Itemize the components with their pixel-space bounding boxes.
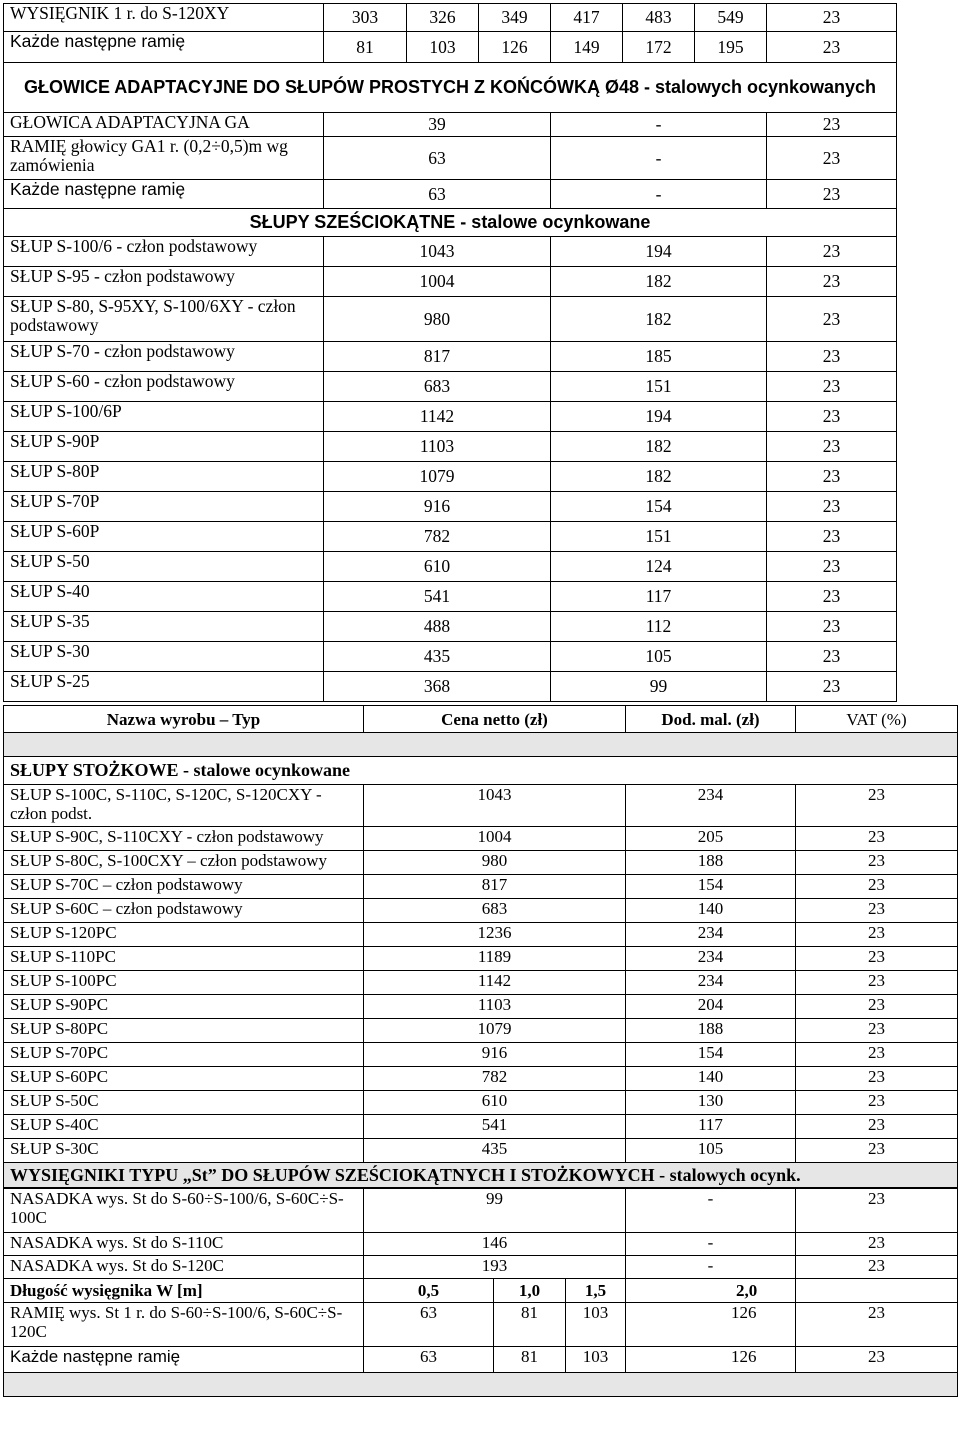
vat-value: 23 xyxy=(767,113,897,137)
price-extra: 234 xyxy=(626,971,796,995)
price-extra: 182 xyxy=(551,462,767,492)
price-net: 1004 xyxy=(324,267,551,297)
table-row xyxy=(4,402,897,432)
price-extra: 154 xyxy=(626,1043,796,1067)
table-row xyxy=(4,971,958,995)
price-extra: 124 xyxy=(551,552,767,582)
price-value: 417 xyxy=(551,4,623,32)
vat-value: 23 xyxy=(796,1139,958,1163)
price-value: 103 xyxy=(566,1347,626,1373)
vat-value: 23 xyxy=(796,1091,958,1115)
spacer-row xyxy=(4,733,958,757)
price-extra: - xyxy=(551,180,767,209)
vat-value: 23 xyxy=(796,995,958,1019)
vat-value: 23 xyxy=(767,612,897,642)
table-row xyxy=(4,672,897,702)
table-row xyxy=(4,785,958,827)
price-value: 81 xyxy=(494,1303,566,1347)
product-name: SŁUP S-30C xyxy=(4,1139,364,1163)
header-price: Cena netto (zł) xyxy=(364,706,626,733)
vat-value: 23 xyxy=(767,432,897,462)
table-row xyxy=(4,522,897,552)
price-extra: 234 xyxy=(626,785,796,827)
table-row xyxy=(4,947,958,971)
product-name: SŁUP S-25 xyxy=(4,672,324,702)
price-extra: 182 xyxy=(551,297,767,342)
vat-value: 23 xyxy=(767,237,897,267)
price-extra: 204 xyxy=(626,995,796,1019)
vat-value: 23 xyxy=(767,402,897,432)
product-name: SŁUP S-80C, S-100CXY – człon podstawowy xyxy=(4,851,364,875)
price-table-hexagonal xyxy=(3,3,897,702)
vat-value: 23 xyxy=(796,947,958,971)
price-net: 1103 xyxy=(364,995,626,1019)
price-net: 916 xyxy=(364,1043,626,1067)
table-row xyxy=(4,297,897,342)
vat-value: 23 xyxy=(796,1233,958,1256)
product-name: SŁUP S-100/6P xyxy=(4,402,324,432)
section-title-row xyxy=(4,757,958,785)
table-row xyxy=(4,582,897,612)
table-row xyxy=(4,1347,958,1373)
price-value: 126 xyxy=(479,32,551,63)
price-net: 1079 xyxy=(324,462,551,492)
price-value: 103 xyxy=(566,1303,626,1347)
price-net: 610 xyxy=(324,552,551,582)
table-row xyxy=(4,209,897,237)
price-extra: 194 xyxy=(551,402,767,432)
table-row xyxy=(4,1256,958,1279)
column-header-row xyxy=(4,706,958,733)
price-value: 549 xyxy=(695,4,767,32)
product-name: SŁUP S-90P xyxy=(4,432,324,462)
vat-value: 23 xyxy=(796,1067,958,1091)
price-net: 1103 xyxy=(324,432,551,462)
vat-value: 23 xyxy=(796,827,958,851)
product-name: SŁUP S-80PC xyxy=(4,1019,364,1043)
product-name: SŁUP S-60P xyxy=(4,522,324,552)
product-name: NASADKA wys. St do S-120C xyxy=(4,1256,364,1279)
vat-value: 23 xyxy=(796,1347,958,1373)
table-row xyxy=(4,612,897,642)
table-row xyxy=(4,372,897,402)
vat-value: 23 xyxy=(767,672,897,702)
vat-value: 23 xyxy=(796,1019,958,1043)
price-value: 149 xyxy=(551,32,623,63)
price-net: 1004 xyxy=(364,827,626,851)
price-extra: 234 xyxy=(626,923,796,947)
price-net: 980 xyxy=(364,851,626,875)
price-net: 1043 xyxy=(364,785,626,827)
price-net: 1236 xyxy=(364,923,626,947)
vat-value: 23 xyxy=(767,462,897,492)
price-value: 81 xyxy=(324,32,407,63)
product-name: SŁUP S-70C – człon podstawowy xyxy=(4,875,364,899)
price-net: 368 xyxy=(324,672,551,702)
product-name: SŁUP S-110PC xyxy=(4,947,364,971)
table-row xyxy=(4,237,897,267)
product-name: SŁUP S-70PC xyxy=(4,1043,364,1067)
section-title: GŁOWICE ADAPTACYJNE DO SŁUPÓW PROSTYCH Z KOŃCÓWKĄ Ø48 - stalowych ocynkowanych xyxy=(4,63,897,113)
price-extra: 182 xyxy=(551,267,767,297)
length-value: 1,0 xyxy=(494,1279,566,1303)
price-net: 488 xyxy=(324,612,551,642)
table-row xyxy=(4,4,897,32)
product-name: SŁUP S-50C xyxy=(4,1091,364,1115)
table-row xyxy=(4,1043,958,1067)
price-extra: 154 xyxy=(551,492,767,522)
table-row xyxy=(4,1189,958,1233)
vat-value: 23 xyxy=(767,297,897,342)
vat-value: 23 xyxy=(796,1043,958,1067)
length-value: 1,5 xyxy=(566,1279,626,1303)
product-name: SŁUP S-40 xyxy=(4,582,324,612)
vat-value: 23 xyxy=(796,1256,958,1279)
vat-value: 23 xyxy=(767,522,897,552)
price-extra: - xyxy=(551,137,767,180)
price-extra: - xyxy=(551,113,767,137)
table-row xyxy=(4,1019,958,1043)
product-name: Każde następne ramię xyxy=(4,1347,364,1373)
product-name: SŁUP S-80, S-95XY, S-100/6XY - człon podstawowy xyxy=(4,297,324,342)
table-row xyxy=(4,462,897,492)
price-net: 1142 xyxy=(324,402,551,432)
price-extra: 185 xyxy=(551,342,767,372)
header-vat: VAT (%) xyxy=(796,706,958,733)
table-row xyxy=(4,113,897,137)
vat-value: 23 xyxy=(796,851,958,875)
section-title-conical: SŁUPY STOŻKOWE - stalowe ocynkowane xyxy=(4,757,958,785)
price-extra: 130 xyxy=(626,1091,796,1115)
table-row xyxy=(4,552,897,582)
vat-value: 23 xyxy=(796,899,958,923)
price-extra: 154 xyxy=(626,875,796,899)
spacer-row xyxy=(4,1373,958,1397)
table-row xyxy=(4,342,897,372)
table-row xyxy=(4,432,897,462)
product-name: SŁUP S-95 - człon podstawowy xyxy=(4,267,324,297)
price-extra: 188 xyxy=(626,1019,796,1043)
vat-value: 23 xyxy=(796,1303,958,1347)
price-value: 326 xyxy=(407,4,479,32)
price-extra: 140 xyxy=(626,1067,796,1091)
price-value: 349 xyxy=(479,4,551,32)
price-net: 683 xyxy=(324,372,551,402)
price-net: 980 xyxy=(324,297,551,342)
table-row xyxy=(4,63,897,113)
table-row xyxy=(4,492,897,522)
table-row xyxy=(4,267,897,297)
vat-value: 23 xyxy=(796,923,958,947)
price-net: 541 xyxy=(324,582,551,612)
product-name: Każde następne ramię xyxy=(4,32,324,63)
price-extra: 151 xyxy=(551,372,767,402)
price-extra: 182 xyxy=(551,432,767,462)
product-name: RAMIĘ głowicy GA1 r. (0,2÷0,5)m wg zamówienia xyxy=(4,137,324,180)
product-name: SŁUP S-100/6 - człon podstawowy xyxy=(4,237,324,267)
product-name: SŁUP S-50 xyxy=(4,552,324,582)
price-net: 146 xyxy=(364,1233,626,1256)
price-net: 435 xyxy=(364,1139,626,1163)
price-value: 303 xyxy=(324,4,407,32)
price-extra: 234 xyxy=(626,947,796,971)
price-extra: - xyxy=(626,1233,796,1256)
product-name: RAMIĘ wys. St 1 r. do S-60÷S-100/6, S-60C÷S-120C xyxy=(4,1303,364,1347)
vat-value: 23 xyxy=(767,372,897,402)
price-extra: 105 xyxy=(551,642,767,672)
product-name: SŁUP S-100PC xyxy=(4,971,364,995)
price-net: 1189 xyxy=(364,947,626,971)
table-row xyxy=(4,1233,958,1256)
vat-value: 23 xyxy=(767,267,897,297)
price-table-conical xyxy=(3,705,958,1188)
vat-value: 23 xyxy=(796,971,958,995)
product-name: SŁUP S-90PC xyxy=(4,995,364,1019)
vat-value: 23 xyxy=(767,582,897,612)
price-net: 99 xyxy=(364,1189,626,1233)
product-name: SŁUP S-35 xyxy=(4,612,324,642)
price-value: 103 xyxy=(407,32,479,63)
price-table-arms xyxy=(3,1162,958,1397)
header-dod: Dod. mal. (zł) xyxy=(626,706,796,733)
price-net: 39 xyxy=(324,113,551,137)
product-name: WYSIĘGNIK 1 r. do S-120XY xyxy=(4,4,324,32)
vat-value: 23 xyxy=(767,642,897,672)
price-value: 172 xyxy=(623,32,695,63)
header-name: Nazwa wyrobu – Typ xyxy=(4,706,364,733)
price-value: 81 xyxy=(494,1347,566,1373)
product-name: NASADKA wys. St do S-60÷S-100/6, S-60C÷S-100C xyxy=(4,1189,364,1233)
price-extra: 99 xyxy=(551,672,767,702)
price-value: 23 xyxy=(767,32,897,63)
table-row xyxy=(4,32,897,63)
price-extra: 112 xyxy=(551,612,767,642)
table-row xyxy=(4,851,958,875)
price-net: 782 xyxy=(324,522,551,552)
product-name: NASADKA wys. St do S-110C xyxy=(4,1233,364,1256)
length-value: 0,5 xyxy=(364,1279,494,1303)
price-value: 126 xyxy=(626,1303,796,1347)
product-name: SŁUP S-60PC xyxy=(4,1067,364,1091)
price-extra: - xyxy=(626,1189,796,1233)
price-extra: 117 xyxy=(551,582,767,612)
table-row xyxy=(4,875,958,899)
price-value: 63 xyxy=(364,1303,494,1347)
section-title-arms: WYSIĘGNIKI TYPU „St” DO SŁUPÓW SZEŚCIOKĄTNYCH I STOŻKOWYCH - stalowych ocynk. xyxy=(4,1163,958,1189)
price-extra: 151 xyxy=(551,522,767,552)
price-extra: 140 xyxy=(626,899,796,923)
length-value: 2,0 xyxy=(626,1279,796,1303)
table-row xyxy=(4,899,958,923)
product-name: GŁOWICA ADAPTACYJNA GA xyxy=(4,113,324,137)
vat-value: 23 xyxy=(767,137,897,180)
price-net: 1043 xyxy=(324,237,551,267)
section-title: SŁUPY SZEŚCIOKĄTNE - stalowe ocynkowane xyxy=(4,209,897,237)
product-name: SŁUP S-80P xyxy=(4,462,324,492)
price-extra: 117 xyxy=(626,1115,796,1139)
product-name: SŁUP S-60C – człon podstawowy xyxy=(4,899,364,923)
table-row xyxy=(4,1139,958,1163)
price-net: 683 xyxy=(364,899,626,923)
vat-value: 23 xyxy=(767,180,897,209)
price-net: 916 xyxy=(324,492,551,522)
vat-value: 23 xyxy=(796,1115,958,1139)
price-net: 610 xyxy=(364,1091,626,1115)
table-row xyxy=(4,137,897,180)
price-value: 483 xyxy=(623,4,695,32)
vat-value: 23 xyxy=(767,342,897,372)
price-net: 63 xyxy=(324,137,551,180)
table-row xyxy=(4,1067,958,1091)
table-row xyxy=(4,827,958,851)
price-extra: 105 xyxy=(626,1139,796,1163)
product-name: SŁUP S-90C, S-110CXY - człon podstawowy xyxy=(4,827,364,851)
vat-value: 23 xyxy=(767,492,897,522)
table-row xyxy=(4,1115,958,1139)
price-net: 782 xyxy=(364,1067,626,1091)
length-row xyxy=(4,1279,958,1303)
table-row xyxy=(4,923,958,947)
table-row xyxy=(4,1303,958,1347)
price-value: 195 xyxy=(695,32,767,63)
table-row xyxy=(4,642,897,672)
product-name: SŁUP S-40C xyxy=(4,1115,364,1139)
table-row xyxy=(4,180,897,209)
table-row xyxy=(4,1091,958,1115)
vat-value: 23 xyxy=(796,875,958,899)
price-net: 1079 xyxy=(364,1019,626,1043)
product-name: SŁUP S-120PC xyxy=(4,923,364,947)
price-extra: 205 xyxy=(626,827,796,851)
product-name: SŁUP S-100C, S-110C, S-120C, S-120CXY - człon podst. xyxy=(4,785,364,827)
price-net: 817 xyxy=(364,875,626,899)
price-net: 435 xyxy=(324,642,551,672)
length-label: Długość wysięgnika W [m] xyxy=(4,1279,364,1303)
table-row xyxy=(4,995,958,1019)
price-net: 193 xyxy=(364,1256,626,1279)
price-extra: 188 xyxy=(626,851,796,875)
product-name: SŁUP S-70P xyxy=(4,492,324,522)
product-name: Każde następne ramię xyxy=(4,180,324,209)
vat-value: 23 xyxy=(767,552,897,582)
section-title-row xyxy=(4,1163,958,1189)
price-value: 23 xyxy=(767,4,897,32)
price-value: 126 xyxy=(626,1347,796,1373)
price-net: 63 xyxy=(324,180,551,209)
vat-value: 23 xyxy=(796,785,958,827)
price-extra: - xyxy=(626,1256,796,1279)
product-name: SŁUP S-70 - człon podstawowy xyxy=(4,342,324,372)
price-value: 63 xyxy=(364,1347,494,1373)
price-net: 817 xyxy=(324,342,551,372)
product-name: SŁUP S-60 - człon podstawowy xyxy=(4,372,324,402)
vat-value: 23 xyxy=(796,1189,958,1233)
price-net: 1142 xyxy=(364,971,626,995)
price-net: 541 xyxy=(364,1115,626,1139)
product-name: SŁUP S-30 xyxy=(4,642,324,672)
price-extra: 194 xyxy=(551,237,767,267)
